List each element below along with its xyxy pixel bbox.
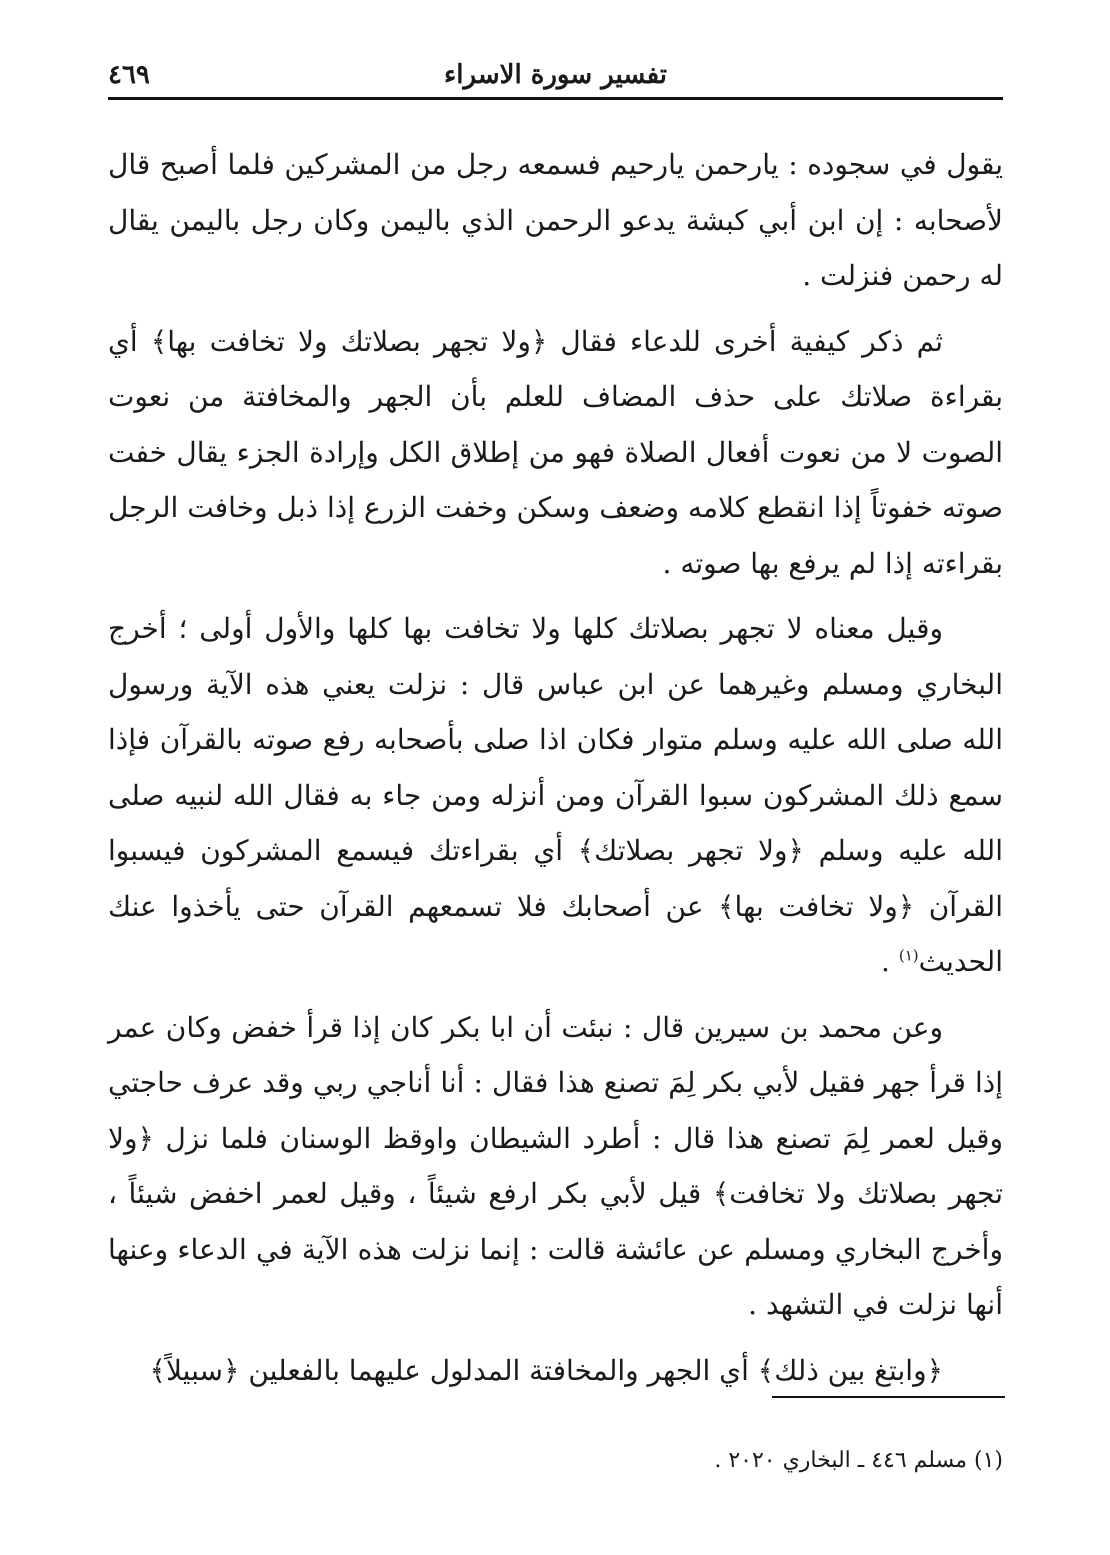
page-number: ٤٦٩ (108, 60, 150, 90)
paragraph-2: ثم ذكر كيفية أخرى للدعاء فقال ﴿ولا تجهر بصلاتك ولا تخافت بها﴾ أي بقراءة صلاتك على حذف المضاف للعلم بأن الجهر والمخافتة من نعوت الصوت لا من نعوت أفعال الصلاة فهو من إطلاق الكل وإرادة الجزء يقال خفت صوته خفوتاً إذا انقطع كلامه وضعف وسكن وخفت الزرع إذا ذبل وخافت الرجل بقراءته إذا لم يرفع بها صوته . (108, 324, 1003, 580)
header-title: تفسير سورة الاسراء (444, 60, 667, 90)
body-text (108, 137, 1003, 1398)
paragraph-4: وعن محمد بن سيرين قال : نبئت أن ابا بكر كان إذا قرأ خفض وكان عمر إذا قرأ جهر فقيل لأبي بكر لِمَ تصنع هذا فقال : أنا أناجي ربي وقد عرف حاجتي وقيل لعمر لِمَ تصنع هذا قال : أطرد الشيطان واوقظ الوسنان فلما نزل ﴿ولا تجهر بصلاتك ولا تخافت﴾ قيل لأبي بكر ارفع شيئاً ، وقيل لعمر اخفض شيئاً ، وأخرج البخاري ومسلم عن عائشة قالت : إنما نزلت هذه الآية في الدعاء وعنها أنها نزلت في التشهد . (108, 1010, 1003, 1321)
paragraph-3 (108, 601, 1003, 990)
paragraph-1: يقول في سجوده : يارحمن يارحيم فسمعه رجل من المشركين فلما أصبح قال لأصحابه : إن ابن أبي كبشة يدعو الرحمن الذي باليمن وكان رجل باليمن يقال له رحمن فنزلت . (108, 148, 1003, 292)
footnote-rule (772, 1396, 1005, 1398)
header-rule (108, 97, 1003, 100)
footnote: (١) مسلم ٤٤٦ ـ البخاري ٢٠٢٠ . (714, 1448, 1003, 1473)
paragraph-3-text: وقيل معناه لا تجهر بصلاتك كلها ولا تخافت بها كلها والأول أولى ؛ أخرج البخاري ومسلم وغيرهما عن ابن عباس قال : نزلت يعني هذه الآية ورسول الله صلى الله عليه وسلم متوار فكان اذا صلى بأصحابه رفع صوته بالقرآن فإذا سمع ذلك المشركون سبوا القرآن ومن أنزله ومن جاء به فقال الله لنبيه صلى الله عليه وسلم ﴿ولا تجهر بصلاتك﴾ أي بقراءتك فيسمع المشركون فيسبوا القرآن ﴿ولا تخافت بها﴾ عن أصحابك فلا تسمعهم القرآن حتى يأخذوا عنك الحديث (108, 612, 1003, 978)
paragraph-5: ﴿وابتغ بين ذلك﴾ أي الجهر والمخافتة المدلول عليهما بالفعلين ﴿سبيلاً﴾ (149, 1353, 943, 1387)
running-header (108, 58, 1003, 102)
paragraph-3-end: . (881, 945, 899, 978)
footnote-reference[interactable]: (١) (898, 946, 919, 965)
